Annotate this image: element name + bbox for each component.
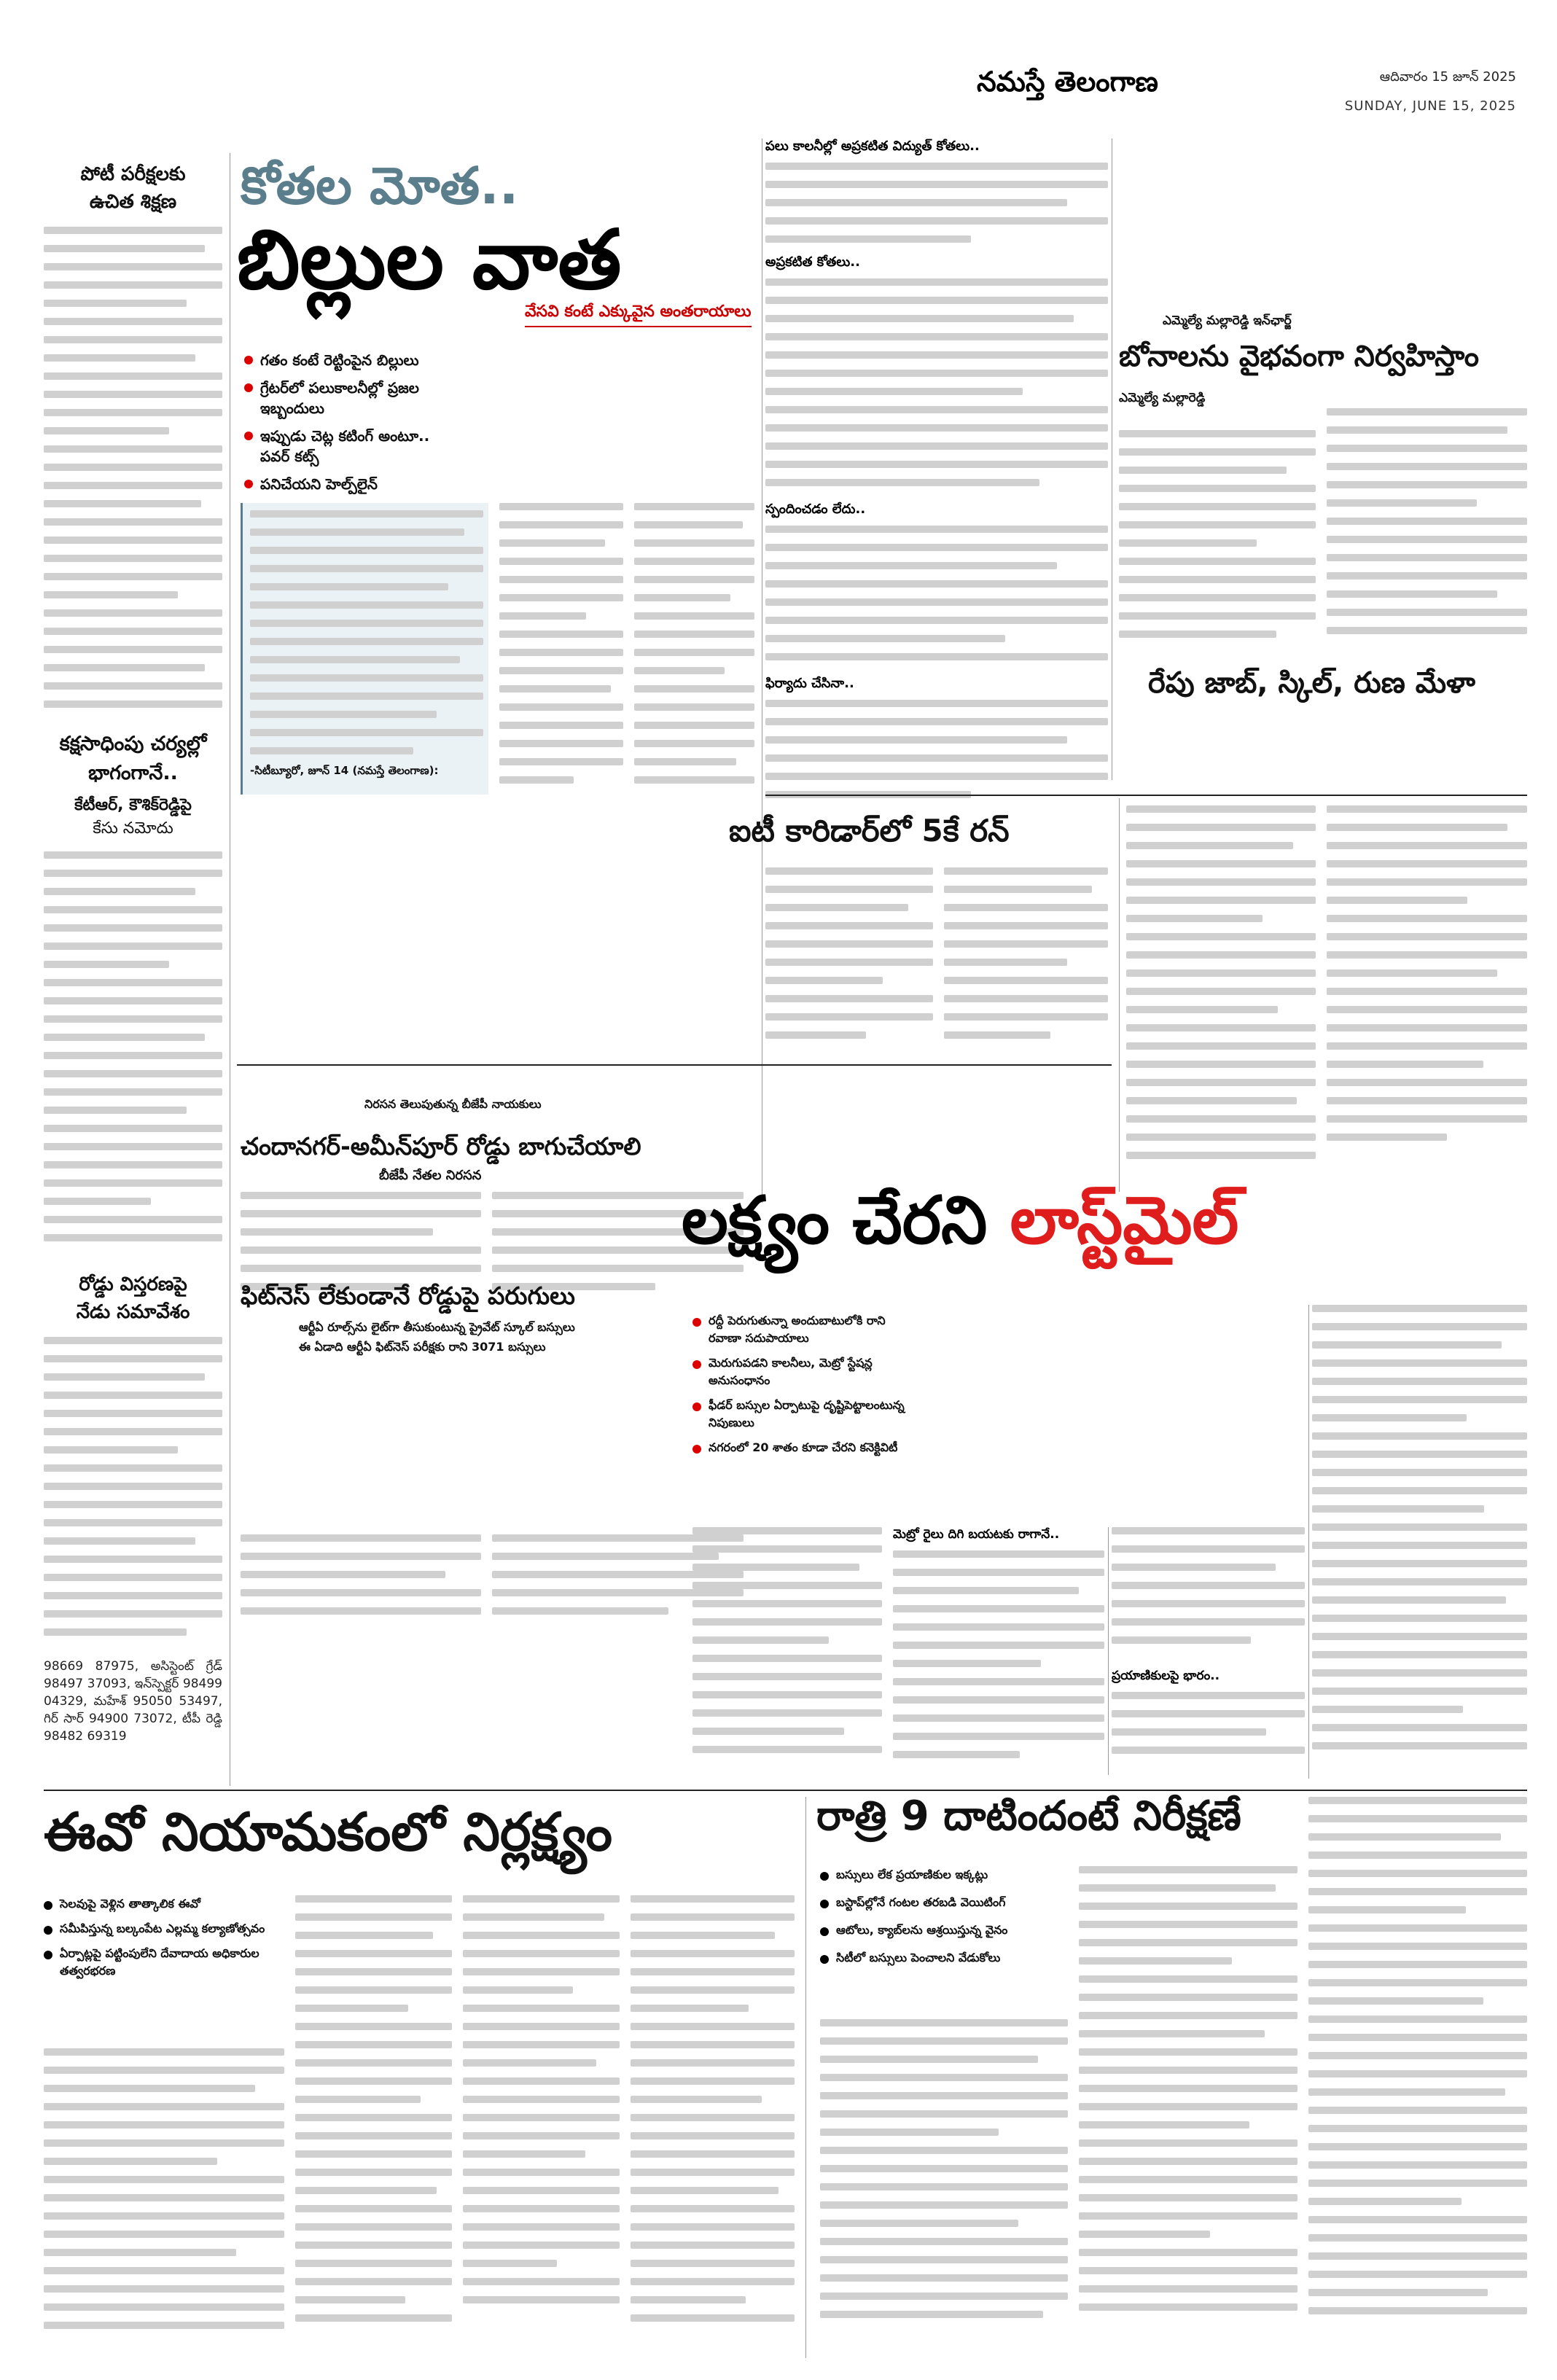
section-rule <box>237 1064 1112 1066</box>
last-mile-body-3 <box>1112 1527 1305 1782</box>
story3-body <box>44 1337 222 1658</box>
lead-bullet: పనిచేయని హెల్ప్‌లైన్ <box>244 474 456 494</box>
paper-name: నమస్తే తెలంగాణ <box>977 66 1158 98</box>
story2-body <box>44 851 222 1260</box>
lead-bullet: గ్రేటర్‌లో పలుకాలనీల్లో ప్రజల ఇబ్బందులు <box>244 378 456 418</box>
story1-body <box>44 227 222 715</box>
last-mile-bullet: ఫీడర్ బస్సుల ఏర్పాటుపై దృష్టిపెట్టాలంటున్న నిపుణులు <box>692 1397 918 1432</box>
story3-contacts: 98669 87975, అసిస్టెంట్ గ్రేడ్ 98497 37093, ఇన్‌స్పెక్టర్ 98499 04329, మహేశ్ 95050 53497, గిర్ సార్ 94900 73072, టీపీ రెడ్డి 98482 69319 <box>44 1659 222 1744</box>
lead-highlight-text <box>250 510 483 758</box>
fitness-sub2: ఈ ఏడాది ఆర్టీఏ ఫిట్‌నెస్ పరీక్షకు రాని 3071 బస్సులు <box>299 1340 546 1354</box>
last-mile-headline <box>682 1177 1534 1272</box>
last-mile-bullets <box>692 1312 918 1464</box>
section-rule <box>44 1790 1527 1791</box>
last-mile-bullet: నగరంలో 20 శాతం కూడా చేరని కనెక్టివిటీ <box>692 1439 918 1456</box>
column-rule <box>805 1797 806 2358</box>
photo-caption: నిరసన తెలుపుతున్న బీజేపీ నాయకులు <box>364 1097 542 1111</box>
it-run-body-1 <box>765 867 933 1057</box>
story2-subhead: కేటీఆర్, కౌశిక్‌రెడ్డిపై కేసు నమోదు <box>74 796 192 838</box>
night-bullets <box>820 1866 1068 1977</box>
left-column <box>44 160 222 1786</box>
story2-headline: కక్షసాధింపు చర్యల్లో భాగంగానే.. <box>59 733 207 784</box>
it-run-body-2 <box>944 867 1108 1057</box>
last-mile-head-red: లాస్ట్‌మైల్ <box>1010 1182 1239 1259</box>
eo-headline: ఈవో నియామకంలో నిర్లక్ష్యం <box>44 1801 612 1862</box>
fitness-sub1: ఆర్టీఏ రూల్స్‌ను లైట్‌గా తీసుకుంటున్న ప్రైవేట్ స్కూల్ బస్సులు <box>299 1320 575 1334</box>
lead-headline: బిల్లుల వాత <box>237 213 622 308</box>
bonalu-story <box>1119 313 1527 787</box>
lead-body-col3 <box>765 138 1108 787</box>
lead-byline: -సిటీబ్యూరో, జూన్ 14 (నమస్తే తెలంగాణ): <box>250 764 439 777</box>
eo-body-1 <box>44 2048 284 2354</box>
job-mela-headline: రేపు జాబ్, స్కిల్, రుణ మేళా <box>1148 666 1475 700</box>
lead-bullet: ఇప్పుడు చెట్ల కటింగ్ అంటూ.. పవర్ కట్స్ <box>244 426 456 467</box>
it-run-headline: ఐటీ కారిడార్‌లో 5కే రన్ <box>729 813 1010 848</box>
section-heading: మెట్రో రైలు దిగి బయటకు రాగానే.. <box>893 1527 1060 1542</box>
section-heading: స్పందించడం లేదు.. <box>765 502 866 517</box>
eo-body-2 <box>295 1895 452 2354</box>
bonalu-byline: ఎమ్మెల్యే మల్లారెడ్డి <box>1119 391 1206 405</box>
story3-headline: రోడ్డు విస్తరణపై నేడు సమావేశం <box>76 1273 190 1323</box>
eo-bullet: సెలవుపై వెళ్లిన తాత్కాలిక ఈవో <box>44 1895 284 1913</box>
eo-bullet: సమీపిస్తున్న బల్కంపేట ఎల్లమ్మ కల్యాణోత్సవం <box>44 1920 284 1938</box>
lead-body-col1 <box>499 503 623 795</box>
night-bullet: బస్టాప్‌ల్లోనే గంటల తరబడి వెయిటింగ్ <box>820 1894 1068 1911</box>
masthead <box>758 29 1531 124</box>
chandanagar-subhead: బీజేపీ నేతల నిరసన <box>379 1168 482 1183</box>
night-body-2 <box>1079 1866 1298 2354</box>
lead-body-col2 <box>634 503 754 795</box>
last-mile-bullet: రద్దీ పెరుగుతున్నా అందుబాటులోకి రాని రవాణా సదుపాయాలు <box>692 1312 918 1347</box>
night-headline: రాత్రి 9 దాటిందంటే నిరీక్షణే <box>816 1792 1241 1840</box>
night-bullet: సిటీలో బస్సులు పెంచాలని వేడుకోలు <box>820 1949 1068 1967</box>
section-rule <box>765 795 1527 796</box>
night-bullet: బస్సులు లేక ప్రయాణికుల ఇక్కట్లు <box>820 1866 1068 1884</box>
chandanagar-headline: చందానగర్-అమీన్‌పూర్ రోడ్డు బాగుచేయాలి <box>241 1132 641 1160</box>
column-rule <box>1308 1305 1309 1779</box>
bonalu-body-right <box>1327 408 1527 671</box>
section-heading: ప్రయాణికులపై భారం.. <box>1112 1669 1220 1683</box>
column-rule <box>1119 798 1120 1192</box>
night-body-1 <box>820 2019 1068 2354</box>
night-bullet: ఆటోలు, క్యాబ్‌లను ఆశ్రయిస్తున్న వైనం <box>820 1921 1068 1939</box>
right-story-body-2 <box>1327 805 1527 1185</box>
section-heading: ఫిర్యాదు చేసినా.. <box>765 676 854 691</box>
bonalu-kicker: ఎమ్మెల్యే మల్లారెడ్డి ఇన్‌ఛార్జ్ <box>1163 313 1292 328</box>
date-english: SUNDAY, JUNE 15, 2025 <box>1344 98 1516 114</box>
eo-body-3 <box>463 1895 620 2354</box>
fitness-headline: ఫిట్‌నెస్ లేకుండానే రోడ్డుపై పరుగులు <box>241 1281 575 1310</box>
last-mile-body-4 <box>1312 1305 1527 1782</box>
lead-subhead: వేసవి కంటే ఎక్కువైన అంతరాయాలు <box>525 303 752 327</box>
lead-highlight-box <box>241 503 488 795</box>
last-mile-head-black: లక్ష్యం చేరని <box>682 1182 988 1259</box>
lead-kicker: కోతల మోత.. <box>241 156 519 216</box>
last-mile-bullet: మెరుగుపడని కాలనీలు, మెట్రో స్టేషన్ల అనుసంధానం <box>692 1354 918 1389</box>
last-mile-body-2 <box>893 1527 1104 1782</box>
eo-bullet: ఏర్పాట్లపై పట్టింపులేని దేవాదాయ అధికారుల తత్వరభరణ <box>44 1945 284 1980</box>
last-mile-body-1 <box>692 1527 882 1782</box>
bonalu-body-left <box>1119 430 1316 671</box>
section-heading: అప్రకటిత కోతలు.. <box>765 254 860 270</box>
eo-body-4 <box>631 1895 795 2354</box>
column-rule <box>1108 1527 1109 1775</box>
eo-bullets <box>44 1895 284 1987</box>
fitness-story <box>241 1279 744 1636</box>
section-heading: పలు కాలనీల్లో అప్రకటిత విద్యుత్ కోతలు.. <box>765 138 980 154</box>
bonalu-headline: బోనాలను వైభవంగా నిర్వహిస్తాం <box>1119 340 1480 373</box>
lead-bullet: గతం కంటే రెట్టింపైన బిల్లులు <box>244 350 456 370</box>
date-telugu: ఆదివారం 15 జూన్ 2025 <box>1379 69 1516 85</box>
story1-headline: పోటీ పరీక్షలకు ఉచిత శిక్షణ <box>80 163 186 213</box>
right-story-body-1 <box>1126 805 1316 1185</box>
night-body-3 <box>1308 1797 1527 2354</box>
